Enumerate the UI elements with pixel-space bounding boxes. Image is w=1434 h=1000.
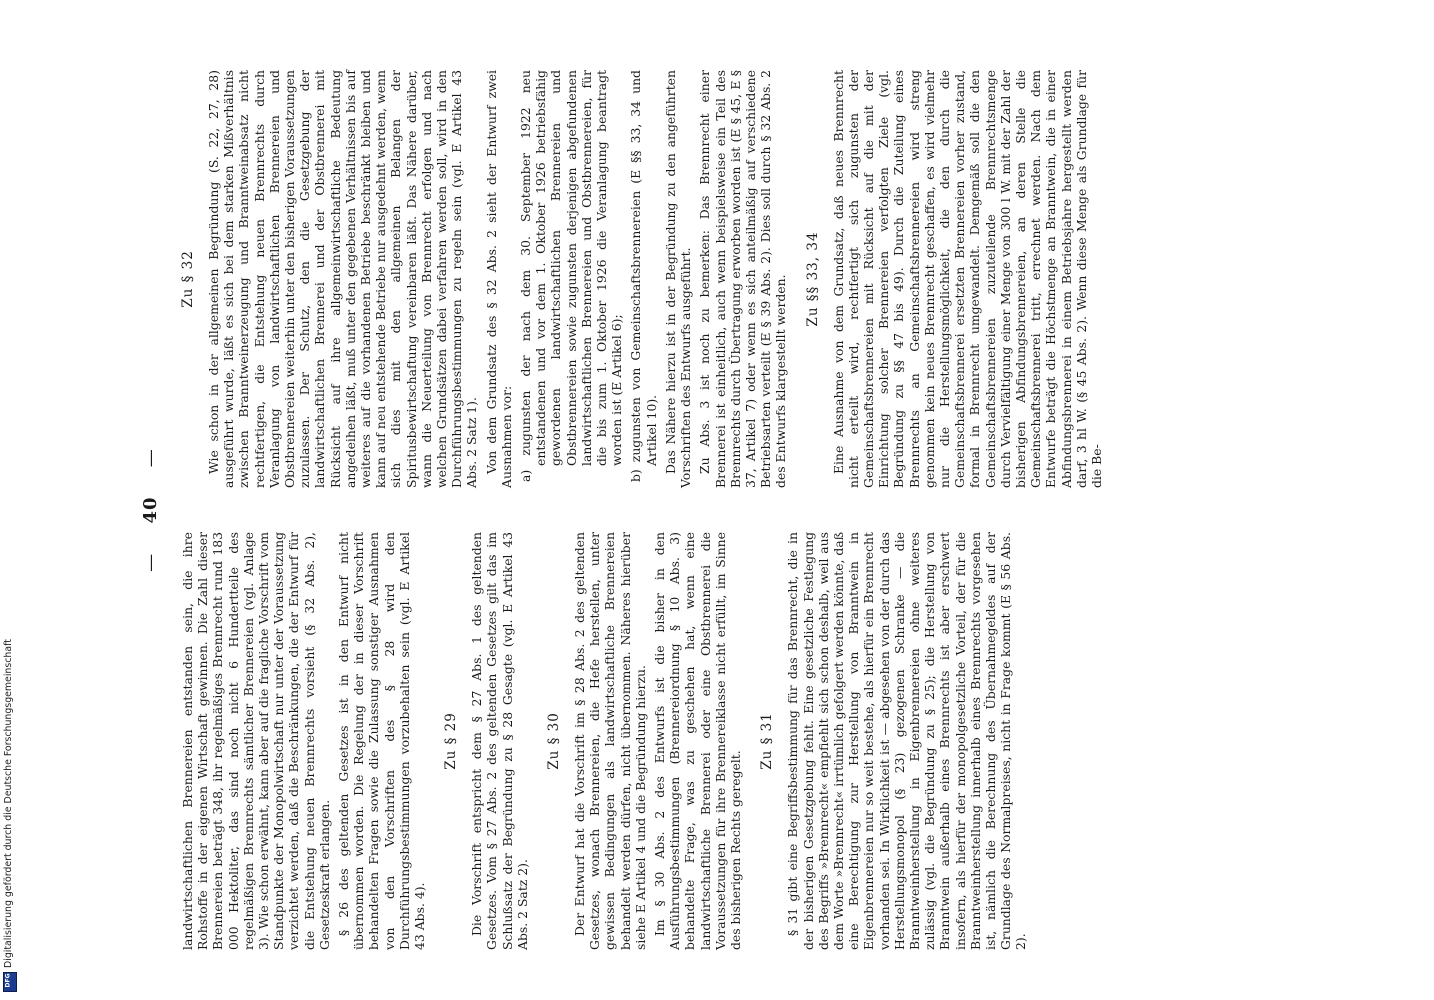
page-header	[140, 70, 176, 950]
header-dash-left: —	[140, 552, 161, 572]
page-number: 40	[140, 496, 161, 524]
list-item: a) zugunsten der nach dem 30. September 1922 neu entstandenen und vor dem 1. Oktober 1926 betriebsfähig gewordenen landwirtschaftlichen Brennereien und Obstbrennereien sowie zugunsten derjenigen abgefundenen landwirtschaftlichen Brennereien und Obstbrennereien, für die bis zum 1. Oktober 1926 die Veranlagung beantragt worden ist (E Artikel 6);	[518, 70, 625, 482]
paragraph: landwirtschaftlichen Brennereien entstanden sein, die ihre Rohstoffe in der eigenen Wirtschaft gewinnen. Die Zahl dieser Brennereien beträgt 348, ihr regelmäßiges Brennrecht rund 183 000 Hektoliter, das sind noch nicht 6 Hundertteile des regelmäßigen Brennrechts sämtlicher Brennereien (vgl. Anlage 3). Wie schon erwähnt, kann aber auf die fragliche Vorschrift vom Standpunkte der Monopolwirtschaft nur unter der Voraussetzung verzichtet werden, daß die Beschränkungen, die der Entwurf für die Entstehung neuen Brennrechts vorsieht (§ 32 Abs. 2), Gesetzeskraft erlangen.	[180, 532, 332, 950]
dfg-logo-label: DFG	[4, 973, 12, 988]
paragraph: Zu Abs. 3 ist noch zu bemerken: Das Brennrecht einer Brennerei ist einheitlich, auch wenn beispielsweise ein Teil des Brennrechts durch Übertragung erworben worden ist (E § 45, E § 37, Artikel 7) oder wenn es sich anteilmäßig auf verschiedene Betriebsarten verteilt (E § 39 Abs. 2). Dies soll durch § 32 Abs. 2 des Entwurfs klargestellt werden.	[697, 70, 789, 488]
paragraph: Der Entwurf hat die Vorschrift im § 28 Abs. 2 des geltenden Gesetzes, wonach Brennereien, die Hefe herstellen, unter gewissen Bedingungen als landwirtschaftliche Brennereien behandelt werden dürfen, nicht übernommen. Näheres hierüber siehe E Artikel 4 und die Begründung hierzu.	[572, 532, 648, 950]
list-item: b) zugunsten von Gemeinschaftsbrennereien (E §§ 33, 34 und Artikel 10).	[628, 70, 659, 482]
section-heading: Zu § 31	[759, 712, 776, 770]
paragraph: Wie schon in der allgemeinen Begründung (S. 22, 27, 28) ausgeführt wurde, läßt es sich bei dem starken Mißverhältnis zwischen Branntweinerzeugung und Branntweinabsatz nicht rechtfertigen, die Entstehung neuen Brennrechts durch Veranlagung von landwirtschaftlichen Brennereien und Obstbrennereien weiterhin unter den bisherigen Voraussetzungen zuzulassen. Der Schutz, den die Gesetzgebung der landwirtschaftlichen Brennerei und der Obstbrennerei mit Rücksicht auf ihre allgemeinwirtschaftliche Bedeutung angedeihen läßt, muß unter den gegebenen Verhältnissen bis auf weiteres auf die vorhandenen Betriebe beschränkt bleiben und kann auf neu entstehende Betriebe nur ausgedehnt werden, wenn sich dies mit den allgemeinen Belangen der Spiritusbewirtschaftung vereinbaren läßt. Das Nähere darüber, wann die Neuerteilung von Brennrecht erfolgen und nach welchen Grundsätzen dabei verfahren werden soll, wird in den Durchführungsbestimmungen zu regeln sein (vgl. E Artikel 43 Abs. 2 Satz 1).	[206, 70, 480, 488]
section-heading: Zu § 29	[443, 712, 460, 770]
paragraph: Von dem Grundsatz des § 32 Abs. 2 sieht der Entwurf zwei Ausnahmen vor:	[483, 70, 514, 488]
dfg-logo-icon	[3, 972, 17, 992]
footer-credit: Digitalisierung gefördert durch die Deutsche Forschungsgemeinschaft	[3, 639, 14, 968]
section-heading: Zu § 32	[180, 250, 196, 308]
document-page	[140, 70, 1434, 950]
left-column	[180, 532, 1033, 950]
section-heading: Zu § 30	[546, 712, 563, 770]
paragraph: Im § 30 Abs. 2 des Entwurfs ist die bisher in den Ausführungsbestimmungen (Brennereiordnung § 10 Abs. 3) behandelte Frage, was zu geschehen hat, wenn eine landwirtschaftliche Brennerei oder eine Obstbrennerei die Voraussetzungen für ihre Brennereiklasse nicht erfüllt, im Sinne des bisherigen Rechts geregelt.	[652, 532, 744, 950]
paragraph: § 26 des geltenden Gesetzes ist in den Entwurf nicht übernommen worden. Die Regelung der in dieser Vorschrift behandelten Fragen sowie die Zulassung sonstiger Ausnahmen von den Vorschriften des § 28 wird den Durchführungsbestimmungen vorzubehalten sein (vgl. E Artikel 43 Abs. 4).	[336, 532, 428, 950]
right-column	[180, 70, 1108, 488]
paragraph: Das Nähere hierzu ist in der Begründung zu den angeführten Vorschriften des Entwurfs ausgeführt.	[662, 70, 694, 488]
header-dash-right: —	[140, 448, 161, 468]
paragraph: § 31 gibt eine Begriffsbestimmung für das Brennrecht, die in der bisherigen Gesetzgebung fehlt. Eine gesetzliche Festlegung des Begriffs »Brennrecht« empfiehlt sich schon deshalb, weil aus dem Worte »Brennrecht« irrtümlich gefolgert werden könnte, daß eine Berechtigung zur Herstellung von Branntwein in Eigenbrennereien nur so weit bestehe, als hierfür ein Brennrecht vorhanden sei. In Wirklichkeit ist — abgesehen von der durch das Herstellungsmonopol (§ 23) gezogenen Schranke — die Branntweinherstellung in Eigenbrennereien ohne weiteres zulässig (vgl. die Begründung zu § 25); die Herstellung von Branntwein außerhalb eines Brennrechts ist aber erschwert insofern, als hierfür der monopolgesetzliche Vorteil, der für die Branntweinherstellung innerhalb eines Brennrechts vorgesehen ist, nämlich die Berechnung des Übernahmegeldes auf der Grundlage des Normalpreises, nicht in Frage kommt (E § 56 Abs. 2).	[785, 532, 1029, 950]
section-heading: Zu §§ 33, 34	[804, 231, 821, 327]
digitization-footer	[3, 560, 17, 992]
paragraph: Eine Ausnahme von dem Grundsatz, daß neues Brennrecht nicht erteilt wird, rechtfertigt sich zugunsten der Gemeinschaftsbrennereien mit Rücksicht auf die mit der Einrichtung solcher Brennereien verfolgten Ziele (vgl. Begründung zu §§ 47 bis 49). Durch die Zuteilung eines Brennrechts an Gemeinschaftsbrennereien wird streng genommen kein neues Brennrecht geschaffen, es wird vielmehr nur die Herstellungsmöglichkeit, die den durch die Gemeinschaftsbrennerei ersetzten Brennereien vorher zustand, formal in Brennrecht umgewandelt. Demgemäß soll die den Gemeinschaftsbrennereien zuzuteilende Brennrechtsmenge durch Vervielfältigung einer Menge von 300 l W. mit der Zahl der bisherigen Abfindungsbrennereien, an deren Stelle die Gemeinschaftsbrennerei tritt, errechnet werden. Nach dem Entwurfe beträgt die Höchstmenge an Branntwein, die in einer Abfindungsbrennerei in einem Betriebsjahre hergestellt werden darf, 3 hl W. (§ 45 Abs. 2). Wenn diese Menge als Grundlage für die Be-	[830, 70, 1104, 488]
paragraph: Die Vorschrift entspricht dem § 27 Abs. 1 des geltenden Gesetzes. Vom § 27 Abs. 2 des geltenden Gesetzes gilt das im Schlußsatz der Begründung zu § 28 Gesagte (vgl. E Artikel 43 Abs. 2 Satz 2).	[469, 532, 530, 950]
